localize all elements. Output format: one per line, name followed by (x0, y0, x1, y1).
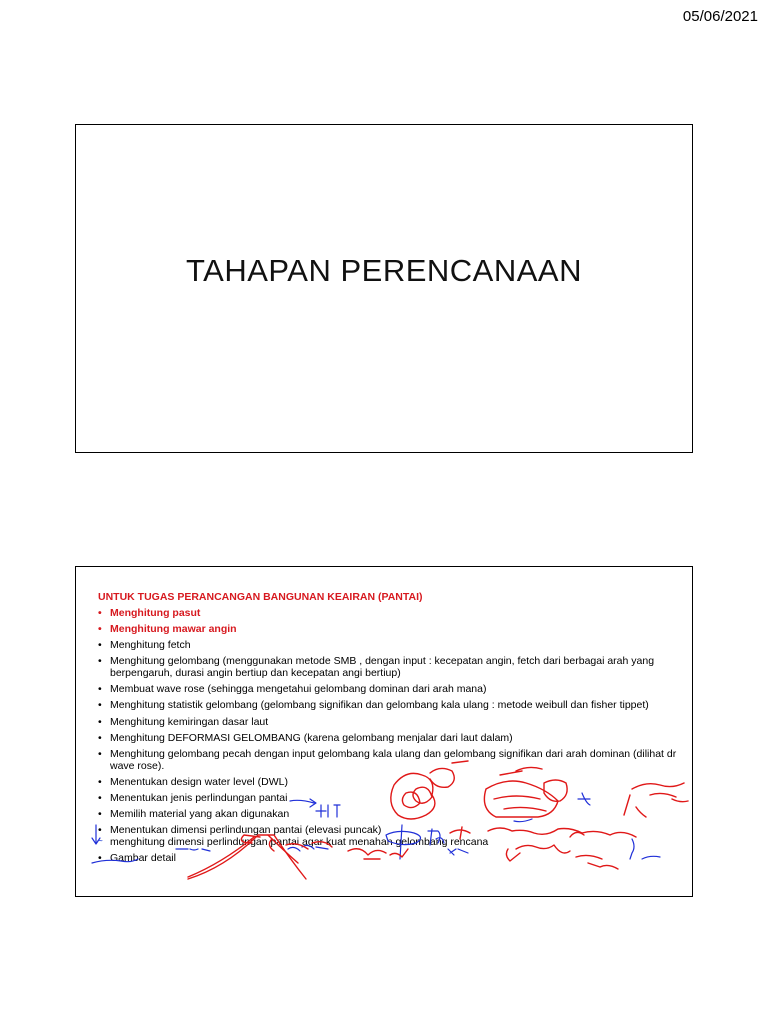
steps-list (98, 607, 678, 836)
page-date: 05/06/2021 (682, 8, 758, 25)
list-item: • Menghitung kemiringan dasar laut (98, 716, 678, 728)
slide-title-text: TAHAPAN PERENCANAAN (186, 253, 582, 288)
list-item: • Menghitung pasut (98, 607, 678, 619)
list-item: • Membuat wave rose (sehingga mengetahui gelombang dominan dari arah mana) (98, 683, 678, 695)
sub-note (98, 836, 678, 848)
list-item: • Gambar detail (98, 852, 678, 864)
list-item: • Menghitung gelombang (menggunakan metode SMB , dengan input : kecepatan angin, fetch dari berbagai arah yang berpengaruh, durasi angin bertiup dan kecepatan angi bertiup) (98, 655, 678, 679)
list-item: • Menghitung statistik gelombang (gelombang signifikan dan gelombang kala ulang : metode weibull dan fisher tippet) (98, 699, 678, 711)
slide-title (75, 124, 693, 453)
slide-content (98, 591, 678, 868)
list-item: • Menentukan design water level (DWL) (98, 776, 678, 788)
list-item: • Menentukan dimensi perlindungan pantai (elevasi puncak) (98, 824, 678, 836)
list-item: • Menghitung DEFORMASI GELOMBANG (karena gelombang menjalar dari laut dalam) (98, 732, 678, 744)
slide-steps (75, 566, 693, 897)
slide-heading: UNTUK TUGAS PERANCANGAN BANGUNAN KEAIRAN (PANTAI) (98, 591, 423, 603)
steps-list-end (98, 852, 678, 864)
list-item: • Menghitung fetch (98, 639, 678, 651)
list-item: • Memilih material yang akan digunakan (98, 808, 678, 820)
handwritten-dash-icon: ~ (97, 836, 103, 847)
list-item: • Menghitung mawar angin (98, 623, 678, 635)
sub-note-text: menghitung dimensi perlindungan pantai agar kuat menahan gelombang rencana (110, 836, 489, 848)
list-item: • Menghitung gelombang pecah dengan input gelombang kala ulang dan gelombang signifikan dari arah dominan (dilihat dr wave rose). (98, 748, 678, 772)
list-item: • Menentukan jenis perlindungan pantai (98, 792, 678, 804)
